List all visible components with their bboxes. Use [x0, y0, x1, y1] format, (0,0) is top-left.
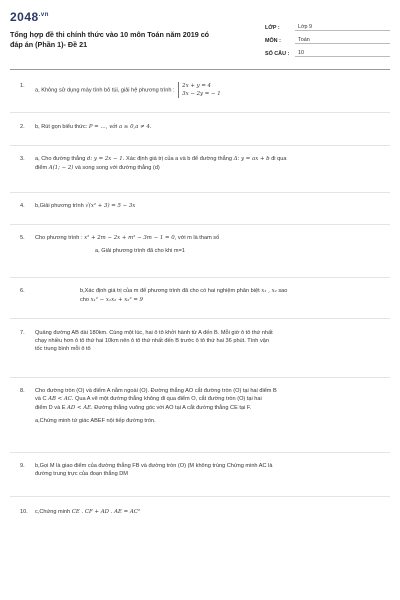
separator [10, 224, 390, 225]
separator [10, 496, 390, 497]
page-title: Tổng hợp đề thi chính thức vào 10 môn Toán năm 2019 có đáp án (Phần 1)- Đề 21 [10, 30, 210, 49]
equation-system: 2x + y = 4 3x − 2y = − 1 [178, 82, 221, 98]
page-header [10, 10, 390, 66]
meta-count: SỐ CÂU : 10 [265, 44, 390, 57]
separator [10, 318, 390, 319]
separator [10, 112, 390, 113]
meta-subject: MÔN : Toán [265, 31, 390, 44]
separator [10, 377, 390, 378]
separator [10, 452, 390, 453]
meta-class: LỚP : Lớp 9 [265, 18, 390, 31]
separator [10, 145, 390, 146]
site-logo[interactable]: $2048^{.vn}$ [10, 10, 49, 24]
separator [10, 192, 390, 193]
header-divider [10, 69, 390, 70]
exam-meta [265, 18, 390, 57]
separator [10, 277, 390, 278]
